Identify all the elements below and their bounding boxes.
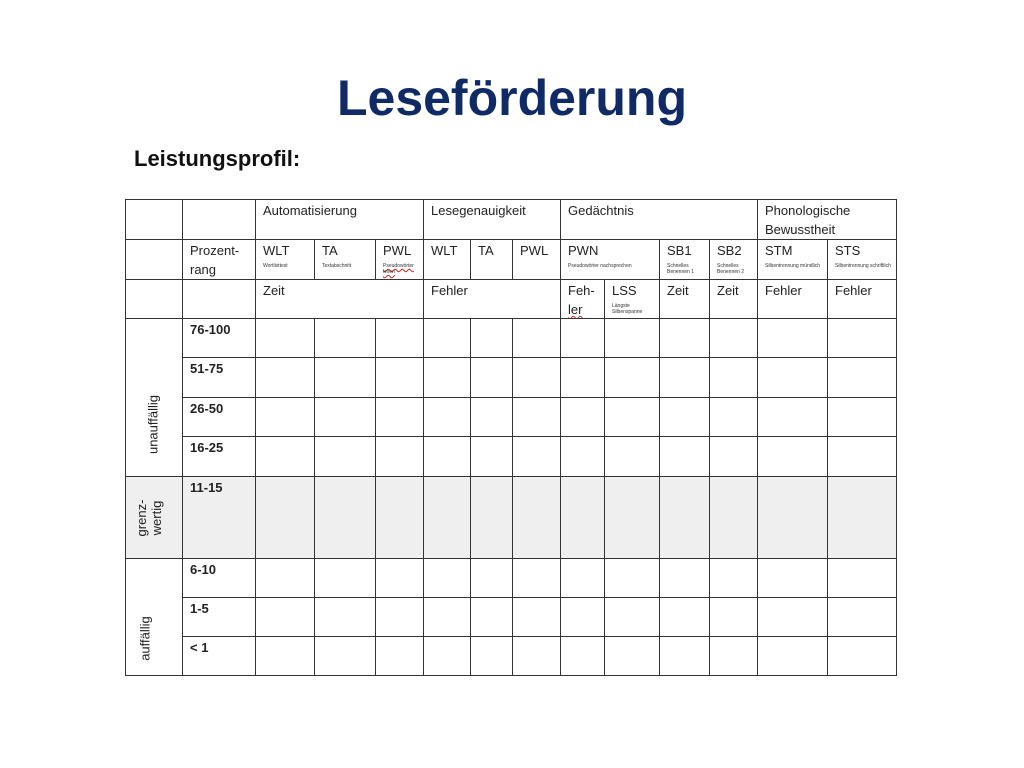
score-cell[interactable] bbox=[604, 397, 659, 436]
score-cell[interactable] bbox=[375, 558, 423, 597]
score-cell[interactable] bbox=[470, 397, 512, 436]
score-cell[interactable] bbox=[659, 476, 709, 558]
sts-label: STS bbox=[835, 243, 861, 258]
score-cell[interactable] bbox=[560, 397, 604, 436]
header-sts bbox=[827, 239, 897, 279]
blank-header-cell bbox=[182, 199, 255, 239]
pwn-label: PWN bbox=[568, 243, 599, 258]
blank-header-cell bbox=[182, 279, 255, 318]
blank-left-cell bbox=[125, 239, 182, 279]
score-cell[interactable] bbox=[512, 357, 560, 397]
score-cell[interactable] bbox=[314, 597, 375, 636]
score-cell[interactable] bbox=[375, 357, 423, 397]
score-cell[interactable] bbox=[604, 318, 659, 357]
score-cell[interactable] bbox=[757, 597, 827, 636]
range-cell: 51-75 bbox=[182, 357, 255, 397]
score-cell[interactable] bbox=[604, 636, 659, 676]
header-stm bbox=[757, 239, 827, 279]
score-cell[interactable] bbox=[470, 476, 512, 558]
score-cell[interactable] bbox=[604, 436, 659, 476]
header-pwn bbox=[560, 239, 659, 279]
score-cell[interactable] bbox=[827, 558, 897, 597]
header-lss bbox=[604, 279, 659, 318]
score-cell[interactable] bbox=[470, 558, 512, 597]
score-cell[interactable] bbox=[709, 636, 757, 676]
header-zeit-sb2: Zeit bbox=[709, 279, 757, 318]
score-cell[interactable] bbox=[827, 436, 897, 476]
pwn-note: Pseudowörter nachsprechen bbox=[568, 263, 632, 269]
score-cell[interactable] bbox=[375, 636, 423, 676]
score-cell[interactable] bbox=[560, 436, 604, 476]
score-cell[interactable] bbox=[423, 397, 470, 436]
score-cell[interactable] bbox=[709, 397, 757, 436]
header-automatisierung: Automatisierung bbox=[255, 199, 423, 239]
score-cell[interactable] bbox=[659, 318, 709, 357]
ta-label: TA bbox=[322, 243, 338, 258]
score-cell[interactable] bbox=[423, 597, 470, 636]
score-cell[interactable] bbox=[659, 558, 709, 597]
header-fehler-sts: Fehler bbox=[827, 279, 897, 318]
score-cell[interactable] bbox=[314, 397, 375, 436]
header-pwl-automatisierung bbox=[375, 239, 423, 279]
score-cell[interactable] bbox=[709, 476, 757, 558]
range-cell: 26-50 bbox=[182, 397, 255, 436]
header-gedaechtnis: Gedächtnis bbox=[560, 199, 757, 239]
score-cell[interactable] bbox=[757, 397, 827, 436]
score-cell[interactable] bbox=[375, 476, 423, 558]
score-cell[interactable] bbox=[314, 636, 375, 676]
pwl-note: Pseudowörter lesen bbox=[383, 263, 414, 275]
range-cell: 1-5 bbox=[182, 597, 255, 636]
score-cell[interactable] bbox=[423, 436, 470, 476]
label-auffaellig: auffällig bbox=[137, 616, 153, 661]
header-zeit-automatisierung: Zeit bbox=[255, 279, 423, 318]
sb1-note: Schnelles Benennen 1 bbox=[667, 263, 694, 275]
header-ta-lesegenauigkeit: TA bbox=[470, 239, 512, 279]
score-cell[interactable] bbox=[375, 597, 423, 636]
score-cell[interactable] bbox=[560, 636, 604, 676]
range-cell: 6-10 bbox=[182, 558, 255, 597]
sb2-note: Schnelles Benennen 2 bbox=[717, 263, 744, 275]
score-cell[interactable] bbox=[827, 597, 897, 636]
score-cell[interactable] bbox=[314, 318, 375, 357]
score-cell[interactable] bbox=[709, 558, 757, 597]
header-fehler-lesegenauigkeit: Fehler bbox=[423, 279, 560, 318]
lss-label: LSS bbox=[612, 283, 637, 298]
score-cell[interactable] bbox=[659, 397, 709, 436]
table-subtitle: Leistungsprofil: bbox=[134, 146, 301, 171]
score-cell[interactable] bbox=[470, 357, 512, 397]
score-cell[interactable] bbox=[255, 318, 314, 357]
score-cell[interactable] bbox=[709, 318, 757, 357]
range-cell: 16-25 bbox=[182, 436, 255, 476]
score-cell[interactable] bbox=[560, 318, 604, 357]
score-cell[interactable] bbox=[423, 558, 470, 597]
score-cell[interactable] bbox=[512, 318, 560, 357]
corner-cell bbox=[125, 199, 182, 239]
sb1-label: SB1 bbox=[667, 243, 692, 258]
group-auffaellig bbox=[125, 558, 182, 676]
lss-note: Längste Silbenspanne bbox=[612, 303, 643, 315]
score-cell[interactable] bbox=[255, 636, 314, 676]
score-cell[interactable] bbox=[659, 357, 709, 397]
score-cell[interactable] bbox=[604, 357, 659, 397]
score-cell[interactable] bbox=[375, 318, 423, 357]
header-zeit-sb1: Zeit bbox=[659, 279, 709, 318]
range-cell: 11-15 bbox=[182, 476, 255, 558]
score-cell[interactable] bbox=[314, 357, 375, 397]
header-sb1 bbox=[659, 239, 709, 279]
header-sb2 bbox=[709, 239, 757, 279]
header-fehler-pwn bbox=[560, 279, 604, 318]
score-cell[interactable] bbox=[255, 357, 314, 397]
score-cell[interactable] bbox=[659, 597, 709, 636]
header-pwl-lesegenauigkeit: PWL bbox=[512, 239, 560, 279]
header-prozentrang: Prozent-rang bbox=[182, 239, 255, 279]
blank-left-cell bbox=[125, 279, 182, 318]
range-cell: 76-100 bbox=[182, 318, 255, 357]
score-cell[interactable] bbox=[470, 636, 512, 676]
ta-note: Textabschnitt bbox=[322, 263, 352, 269]
score-cell[interactable] bbox=[560, 597, 604, 636]
score-cell[interactable] bbox=[255, 597, 314, 636]
score-cell[interactable] bbox=[757, 476, 827, 558]
score-cell[interactable] bbox=[827, 636, 897, 676]
score-cell[interactable] bbox=[423, 636, 470, 676]
slide-title: Leseförderung bbox=[336, 70, 688, 126]
score-cell[interactable] bbox=[512, 558, 560, 597]
score-cell[interactable] bbox=[512, 597, 560, 636]
header-wlt-lesegenauigkeit: WLT bbox=[423, 239, 470, 279]
score-cell[interactable] bbox=[512, 476, 560, 558]
score-cell[interactable] bbox=[757, 558, 827, 597]
score-cell[interactable] bbox=[470, 436, 512, 476]
stm-note: Silbentrennung mündlich bbox=[765, 263, 821, 269]
performance-profile-table bbox=[125, 199, 897, 676]
range-cell: < 1 bbox=[182, 636, 255, 676]
header-wlt-automatisierung bbox=[255, 239, 314, 279]
sb2-label: SB2 bbox=[717, 243, 742, 258]
score-cell[interactable] bbox=[255, 476, 314, 558]
score-cell[interactable] bbox=[709, 436, 757, 476]
score-cell[interactable] bbox=[709, 357, 757, 397]
score-cell[interactable] bbox=[470, 318, 512, 357]
score-cell[interactable] bbox=[314, 476, 375, 558]
wlt-label: WLT bbox=[263, 243, 290, 258]
score-cell[interactable] bbox=[560, 357, 604, 397]
label-unauffaellig: unauffällig bbox=[145, 394, 161, 455]
score-cell[interactable] bbox=[375, 436, 423, 476]
score-cell[interactable] bbox=[827, 318, 897, 357]
score-cell[interactable] bbox=[314, 558, 375, 597]
score-cell[interactable] bbox=[560, 476, 604, 558]
score-cell[interactable] bbox=[423, 318, 470, 357]
score-cell[interactable] bbox=[659, 636, 709, 676]
score-cell[interactable] bbox=[423, 476, 470, 558]
score-cell[interactable] bbox=[827, 397, 897, 436]
score-cell[interactable] bbox=[512, 636, 560, 676]
score-cell[interactable] bbox=[255, 558, 314, 597]
score-cell[interactable] bbox=[255, 397, 314, 436]
score-cell[interactable] bbox=[757, 436, 827, 476]
score-cell[interactable] bbox=[757, 636, 827, 676]
score-cell[interactable] bbox=[255, 436, 314, 476]
header-ta-automatisierung bbox=[314, 239, 375, 279]
wlt-note: Wortlisttest bbox=[263, 263, 288, 269]
score-cell[interactable] bbox=[757, 318, 827, 357]
score-cell[interactable] bbox=[827, 357, 897, 397]
stm-label: STM bbox=[765, 243, 793, 258]
score-cell[interactable] bbox=[314, 436, 375, 476]
fehler-short-label: Feh- ler bbox=[568, 283, 595, 317]
score-cell[interactable] bbox=[560, 558, 604, 597]
label-grenzwertig: grenz- wertig bbox=[134, 499, 164, 537]
score-cell[interactable] bbox=[512, 397, 560, 436]
sts-note: Silbentrennung schriftlich bbox=[835, 263, 891, 269]
score-cell[interactable] bbox=[375, 397, 423, 436]
score-cell[interactable] bbox=[470, 597, 512, 636]
score-cell[interactable] bbox=[604, 597, 659, 636]
score-cell[interactable] bbox=[423, 357, 470, 397]
score-cell[interactable] bbox=[757, 357, 827, 397]
score-cell[interactable] bbox=[512, 436, 560, 476]
pwl-label: PWL bbox=[383, 243, 412, 258]
score-cell[interactable] bbox=[659, 436, 709, 476]
score-cell[interactable] bbox=[827, 476, 897, 558]
score-cell[interactable] bbox=[604, 476, 659, 558]
header-phonologische-bewusstheit: Phonologische Bewusstheit bbox=[757, 199, 897, 239]
header-fehler-stm: Fehler bbox=[757, 279, 827, 318]
score-cell[interactable] bbox=[709, 597, 757, 636]
score-cell[interactable] bbox=[604, 558, 659, 597]
header-lesegenauigkeit: Lesegenauigkeit bbox=[423, 199, 560, 239]
